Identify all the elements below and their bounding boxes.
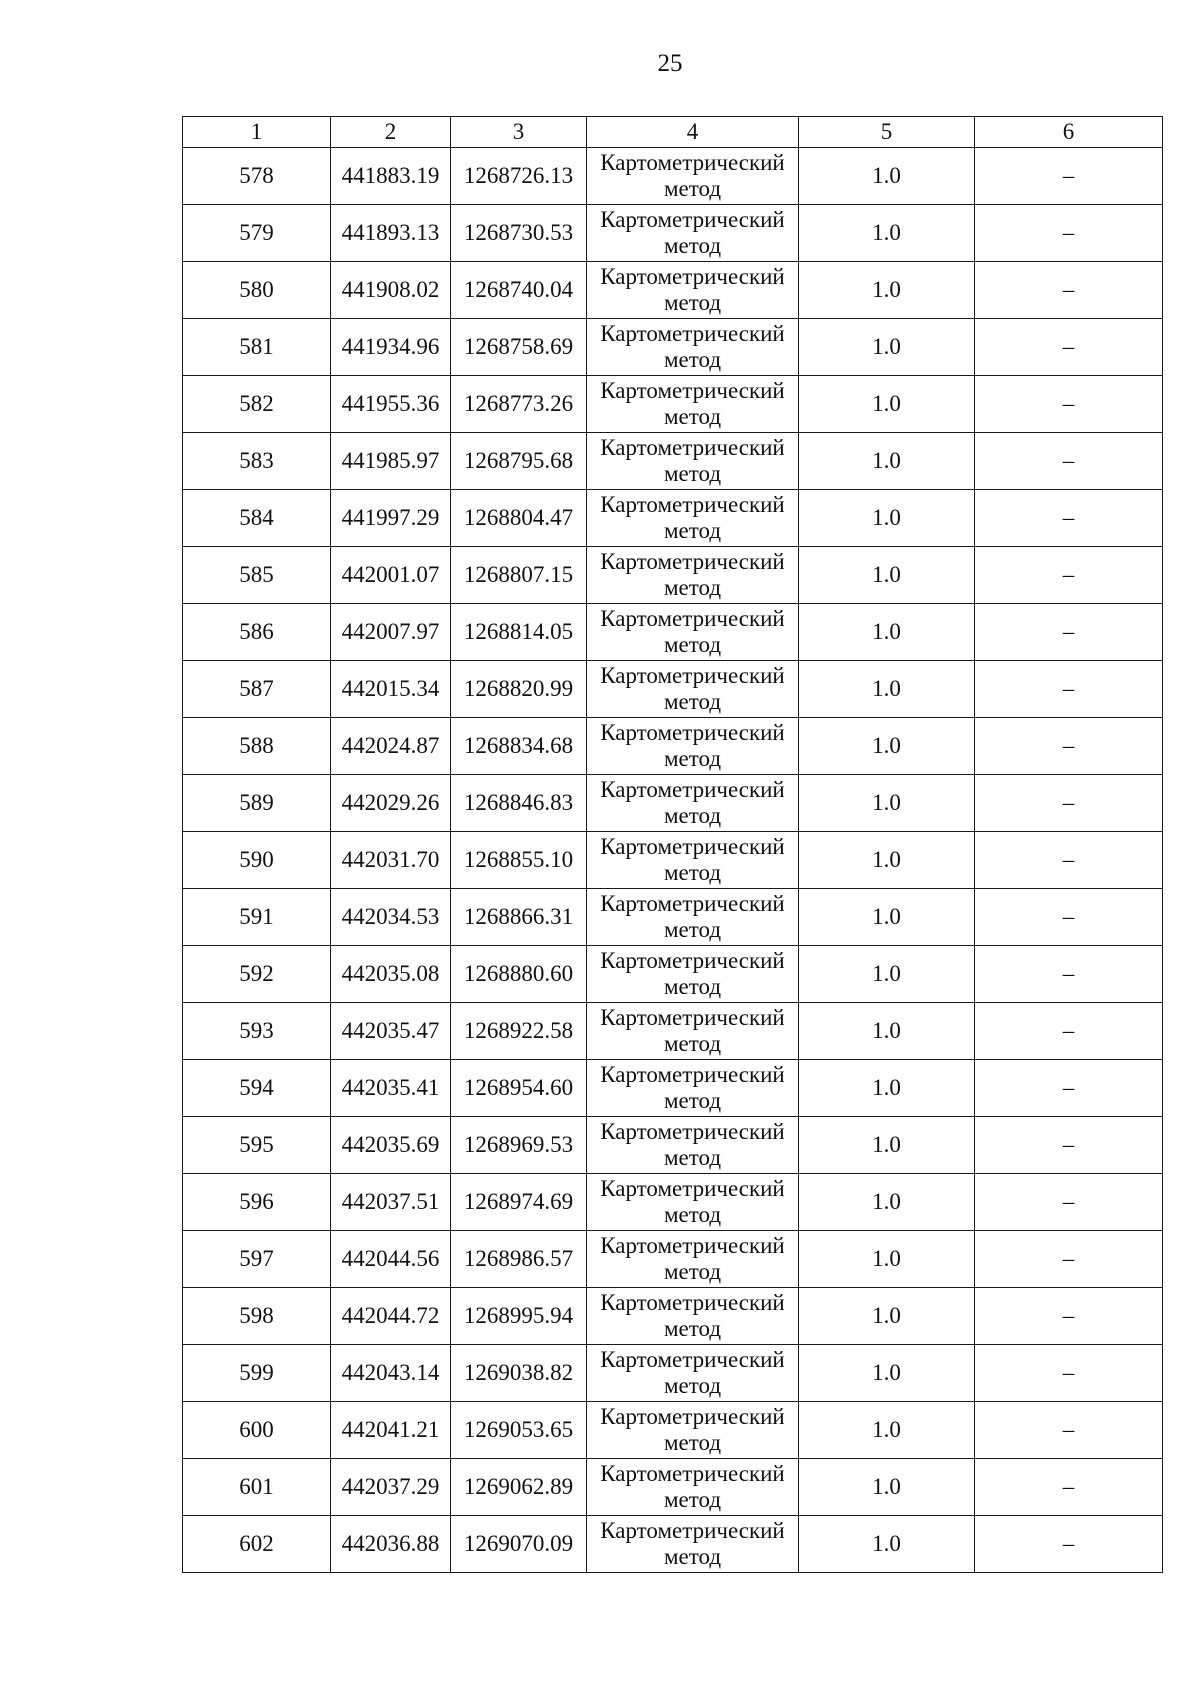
x-coordinate-cell: 441893.13 [331, 205, 451, 262]
method-cell [587, 1060, 799, 1117]
method-cell [587, 889, 799, 946]
accuracy-cell: 1.0 [799, 718, 975, 775]
note-cell: – [975, 718, 1163, 775]
method-text-line1: Картометрический [600, 948, 785, 973]
column-header-4: 4 [587, 117, 799, 148]
accuracy-cell: 1.0 [799, 1174, 975, 1231]
x-coordinate-cell: 441985.97 [331, 433, 451, 490]
method-text-line2: метод [663, 461, 722, 486]
method-cell [587, 718, 799, 775]
page-number: 25 [657, 50, 683, 77]
point-number-cell: 597 [183, 1231, 331, 1288]
table-row [183, 1174, 1163, 1231]
y-coordinate-cell: 1268804.47 [451, 490, 587, 547]
method-text-line2: метод [663, 1145, 722, 1170]
method-text-line1: Картометрический [600, 1062, 785, 1087]
point-number-cell: 582 [183, 376, 331, 433]
x-coordinate-cell: 442041.21 [331, 1402, 451, 1459]
method-cell [587, 1174, 799, 1231]
point-number-cell: 595 [183, 1117, 331, 1174]
method-cell [587, 262, 799, 319]
x-coordinate-cell: 442044.56 [331, 1231, 451, 1288]
method-cell [587, 1117, 799, 1174]
method-text-line1: Картометрический [600, 1461, 785, 1486]
method-text-line2: метод [663, 1316, 722, 1341]
table-row [183, 148, 1163, 205]
y-coordinate-cell: 1268795.68 [451, 433, 587, 490]
table-row [183, 1060, 1163, 1117]
table-row [183, 376, 1163, 433]
x-coordinate-cell: 442024.87 [331, 718, 451, 775]
note-cell: – [975, 148, 1163, 205]
x-coordinate-cell: 442044.72 [331, 1288, 451, 1345]
method-text-line1: Картометрический [600, 720, 785, 745]
table-row [183, 1402, 1163, 1459]
method-cell [587, 547, 799, 604]
note-cell: – [975, 775, 1163, 832]
method-text-line1: Картометрический [600, 1347, 785, 1372]
method-text-line2: метод [663, 1373, 722, 1398]
point-number-cell: 584 [183, 490, 331, 547]
method-cell [587, 1402, 799, 1459]
point-number-cell: 580 [183, 262, 331, 319]
point-number-cell: 578 [183, 148, 331, 205]
table-row [183, 604, 1163, 661]
table-row [183, 718, 1163, 775]
point-number-cell: 586 [183, 604, 331, 661]
point-number-cell: 590 [183, 832, 331, 889]
note-cell: – [975, 1060, 1163, 1117]
method-cell [587, 205, 799, 262]
method-text-line2: метод [663, 404, 722, 429]
method-text-line1: Картометрический [600, 1518, 785, 1543]
method-text-line2: метод [663, 1031, 722, 1056]
y-coordinate-cell: 1269070.09 [451, 1516, 587, 1573]
table-row [183, 262, 1163, 319]
x-coordinate-cell: 442015.34 [331, 661, 451, 718]
y-coordinate-cell: 1268866.31 [451, 889, 587, 946]
y-coordinate-cell: 1268834.68 [451, 718, 587, 775]
y-coordinate-cell: 1268855.10 [451, 832, 587, 889]
point-number-cell: 589 [183, 775, 331, 832]
note-cell: – [975, 262, 1163, 319]
method-text-line2: метод [663, 860, 722, 885]
method-text-line2: метод [663, 1430, 722, 1455]
accuracy-cell: 1.0 [799, 148, 975, 205]
method-text-line2: метод [663, 1487, 722, 1512]
note-cell: – [975, 1117, 1163, 1174]
method-text-line2: метод [663, 632, 722, 657]
point-number-cell: 593 [183, 1003, 331, 1060]
note-cell: – [975, 832, 1163, 889]
table-row [183, 205, 1163, 262]
x-coordinate-cell: 442034.53 [331, 889, 451, 946]
accuracy-cell: 1.0 [799, 946, 975, 1003]
method-cell [587, 1459, 799, 1516]
method-text-line1: Картометрический [600, 1290, 785, 1315]
y-coordinate-cell: 1268974.69 [451, 1174, 587, 1231]
method-text-line1: Картометрический [600, 150, 785, 175]
x-coordinate-cell: 442001.07 [331, 547, 451, 604]
accuracy-cell: 1.0 [799, 1345, 975, 1402]
method-text-line1: Картометрический [600, 1176, 785, 1201]
table-header-row [183, 117, 1163, 148]
y-coordinate-cell: 1268954.60 [451, 1060, 587, 1117]
point-number-cell: 583 [183, 433, 331, 490]
x-coordinate-cell: 442029.26 [331, 775, 451, 832]
column-header-2: 2 [331, 117, 451, 148]
accuracy-cell: 1.0 [799, 604, 975, 661]
accuracy-cell: 1.0 [799, 889, 975, 946]
method-text-line2: метод [663, 746, 722, 771]
point-number-cell: 601 [183, 1459, 331, 1516]
table-row [183, 490, 1163, 547]
y-coordinate-cell: 1268773.26 [451, 376, 587, 433]
table-row [183, 661, 1163, 718]
table-row [183, 1003, 1163, 1060]
method-text-line1: Картометрический [600, 663, 785, 688]
accuracy-cell: 1.0 [799, 376, 975, 433]
method-cell [587, 490, 799, 547]
method-cell [587, 1288, 799, 1345]
point-number-cell: 591 [183, 889, 331, 946]
note-cell: – [975, 661, 1163, 718]
accuracy-cell: 1.0 [799, 1516, 975, 1573]
note-cell: – [975, 433, 1163, 490]
accuracy-cell: 1.0 [799, 1459, 975, 1516]
method-text-line2: метод [663, 1088, 722, 1113]
y-coordinate-cell: 1269038.82 [451, 1345, 587, 1402]
method-text-line1: Картометрический [600, 1233, 785, 1258]
note-cell: – [975, 205, 1163, 262]
table-row [183, 1231, 1163, 1288]
accuracy-cell: 1.0 [799, 832, 975, 889]
point-number-cell: 600 [183, 1402, 331, 1459]
note-cell: – [975, 1003, 1163, 1060]
accuracy-cell: 1.0 [799, 775, 975, 832]
method-text-line2: метод [663, 290, 722, 315]
accuracy-cell: 1.0 [799, 490, 975, 547]
method-text-line2: метод [663, 233, 722, 258]
table-row [183, 547, 1163, 604]
x-coordinate-cell: 441955.36 [331, 376, 451, 433]
method-cell [587, 946, 799, 1003]
method-cell [587, 604, 799, 661]
accuracy-cell: 1.0 [799, 1117, 975, 1174]
method-cell [587, 661, 799, 718]
accuracy-cell: 1.0 [799, 262, 975, 319]
method-text-line2: метод [663, 518, 722, 543]
point-number-cell: 581 [183, 319, 331, 376]
y-coordinate-cell: 1268814.05 [451, 604, 587, 661]
table-row [183, 946, 1163, 1003]
method-text-line1: Картометрический [600, 834, 785, 859]
method-text-line2: метод [663, 1259, 722, 1284]
note-cell: – [975, 946, 1163, 1003]
x-coordinate-cell: 442035.47 [331, 1003, 451, 1060]
y-coordinate-cell: 1268995.94 [451, 1288, 587, 1345]
x-coordinate-cell: 441997.29 [331, 490, 451, 547]
x-coordinate-cell: 442035.69 [331, 1117, 451, 1174]
note-cell: – [975, 1402, 1163, 1459]
note-cell: – [975, 889, 1163, 946]
x-coordinate-cell: 442007.97 [331, 604, 451, 661]
note-cell: – [975, 490, 1163, 547]
method-cell [587, 832, 799, 889]
point-number-cell: 598 [183, 1288, 331, 1345]
method-text-line2: метод [663, 974, 722, 999]
method-text-line1: Картометрический [600, 606, 785, 631]
column-header-3: 3 [451, 117, 587, 148]
method-text-line2: метод [663, 917, 722, 942]
point-number-cell: 599 [183, 1345, 331, 1402]
y-coordinate-cell: 1268740.04 [451, 262, 587, 319]
point-number-cell: 602 [183, 1516, 331, 1573]
table-row [183, 433, 1163, 490]
method-text-line1: Картометрический [600, 1005, 785, 1030]
method-cell [587, 1003, 799, 1060]
method-text-line1: Картометрический [600, 777, 785, 802]
method-text-line1: Картометрический [600, 321, 785, 346]
x-coordinate-cell: 441934.96 [331, 319, 451, 376]
y-coordinate-cell: 1268807.15 [451, 547, 587, 604]
method-cell [587, 1516, 799, 1573]
x-coordinate-cell: 442043.14 [331, 1345, 451, 1402]
y-coordinate-cell: 1268986.57 [451, 1231, 587, 1288]
point-number-cell: 579 [183, 205, 331, 262]
note-cell: – [975, 1288, 1163, 1345]
method-text-line2: метод [663, 1544, 722, 1569]
y-coordinate-cell: 1268730.53 [451, 205, 587, 262]
note-cell: – [975, 376, 1163, 433]
method-text-line2: метод [663, 347, 722, 372]
method-cell [587, 148, 799, 205]
table-row [183, 775, 1163, 832]
accuracy-cell: 1.0 [799, 433, 975, 490]
method-text-line1: Картометрический [600, 549, 785, 574]
y-coordinate-cell: 1269062.89 [451, 1459, 587, 1516]
method-cell [587, 433, 799, 490]
table-body [183, 148, 1163, 1573]
point-number-cell: 596 [183, 1174, 331, 1231]
note-cell: – [975, 1459, 1163, 1516]
method-text-line2: метод [663, 575, 722, 600]
method-text-line1: Картометрический [600, 207, 785, 232]
y-coordinate-cell: 1268969.53 [451, 1117, 587, 1174]
method-cell [587, 319, 799, 376]
x-coordinate-cell: 441883.19 [331, 148, 451, 205]
coordinates-table [182, 116, 1163, 1573]
table-row [183, 319, 1163, 376]
method-cell [587, 1231, 799, 1288]
method-text-line1: Картометрический [600, 492, 785, 517]
x-coordinate-cell: 442037.29 [331, 1459, 451, 1516]
method-cell [587, 775, 799, 832]
accuracy-cell: 1.0 [799, 1231, 975, 1288]
note-cell: – [975, 1231, 1163, 1288]
accuracy-cell: 1.0 [799, 205, 975, 262]
accuracy-cell: 1.0 [799, 547, 975, 604]
y-coordinate-cell: 1268922.58 [451, 1003, 587, 1060]
x-coordinate-cell: 442036.88 [331, 1516, 451, 1573]
method-cell [587, 376, 799, 433]
y-coordinate-cell: 1268820.99 [451, 661, 587, 718]
method-text-line2: метод [663, 176, 722, 201]
method-text-line2: метод [663, 689, 722, 714]
x-coordinate-cell: 442035.41 [331, 1060, 451, 1117]
point-number-cell: 587 [183, 661, 331, 718]
point-number-cell: 594 [183, 1060, 331, 1117]
column-header-6: 6 [975, 117, 1163, 148]
table-row [183, 1117, 1163, 1174]
y-coordinate-cell: 1268726.13 [451, 148, 587, 205]
table-row [183, 1516, 1163, 1573]
method-cell [587, 1345, 799, 1402]
x-coordinate-cell: 442031.70 [331, 832, 451, 889]
note-cell: – [975, 1345, 1163, 1402]
method-text-line1: Картометрический [600, 891, 785, 916]
table-row [183, 1459, 1163, 1516]
note-cell: – [975, 1174, 1163, 1231]
method-text-line1: Картометрический [600, 1119, 785, 1144]
method-text-line1: Картометрический [600, 378, 785, 403]
accuracy-cell: 1.0 [799, 1288, 975, 1345]
note-cell: – [975, 319, 1163, 376]
x-coordinate-cell: 441908.02 [331, 262, 451, 319]
accuracy-cell: 1.0 [799, 1003, 975, 1060]
method-text-line1: Картометрический [600, 264, 785, 289]
y-coordinate-cell: 1268758.69 [451, 319, 587, 376]
accuracy-cell: 1.0 [799, 1060, 975, 1117]
point-number-cell: 585 [183, 547, 331, 604]
table-row [183, 832, 1163, 889]
accuracy-cell: 1.0 [799, 1402, 975, 1459]
accuracy-cell: 1.0 [799, 661, 975, 718]
x-coordinate-cell: 442035.08 [331, 946, 451, 1003]
x-coordinate-cell: 442037.51 [331, 1174, 451, 1231]
note-cell: – [975, 547, 1163, 604]
method-text-line1: Картометрический [600, 1404, 785, 1429]
table-row [183, 1288, 1163, 1345]
y-coordinate-cell: 1269053.65 [451, 1402, 587, 1459]
accuracy-cell: 1.0 [799, 319, 975, 376]
table-row [183, 1345, 1163, 1402]
column-header-5: 5 [799, 117, 975, 148]
table-row [183, 889, 1163, 946]
column-header-1: 1 [183, 117, 331, 148]
point-number-cell: 588 [183, 718, 331, 775]
note-cell: – [975, 604, 1163, 661]
method-text-line2: метод [663, 1202, 722, 1227]
y-coordinate-cell: 1268846.83 [451, 775, 587, 832]
method-text-line2: метод [663, 803, 722, 828]
point-number-cell: 592 [183, 946, 331, 1003]
method-text-line1: Картометрический [600, 435, 785, 460]
y-coordinate-cell: 1268880.60 [451, 946, 587, 1003]
note-cell: – [975, 1516, 1163, 1573]
